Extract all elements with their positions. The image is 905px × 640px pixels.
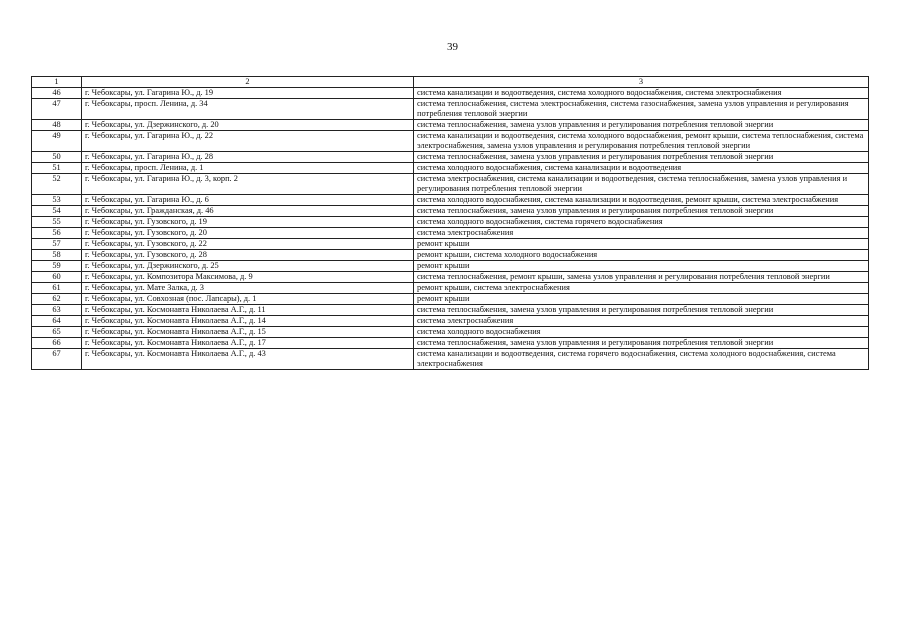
table-row xyxy=(32,217,869,228)
row-works: система канализации и водоотведения, система холодного водоснабжения, ремонт крыши, система теплоснабжения, система электроснабжения, замена узлов управления и регулирования потребления тепловой энергии xyxy=(414,131,869,152)
row-works: система холодного водоснабжения, система канализации и водоотведения xyxy=(414,163,869,174)
row-number: 46 xyxy=(32,88,82,99)
row-works: система электроснабжения, система канализации и водоотведения, система теплоснабжения, замена узлов управления и регулирования потребления тепловой энергии xyxy=(414,174,869,195)
table-row xyxy=(32,316,869,327)
row-works: ремонт крыши, система электроснабжения xyxy=(414,283,869,294)
row-works: ремонт крыши xyxy=(414,294,869,305)
row-works: система электроснабжения xyxy=(414,228,869,239)
table-row xyxy=(32,228,869,239)
row-address: г. Чебоксары, ул. Гузовского, д. 20 xyxy=(82,228,414,239)
row-number: 51 xyxy=(32,163,82,174)
row-address: г. Чебоксары, ул. Космонавта Николаева А.Г., д. 43 xyxy=(82,349,414,370)
table-row xyxy=(32,163,869,174)
table-row xyxy=(32,131,869,152)
row-works: система теплоснабжения, замена узлов управления и регулирования потребления тепловой энергии xyxy=(414,152,869,163)
header-cell-works: 3 xyxy=(414,77,869,88)
row-address: г. Чебоксары, ул. Дзержинского, д. 20 xyxy=(82,120,414,131)
row-number: 64 xyxy=(32,316,82,327)
row-address: г. Чебоксары, ул. Мате Залка, д. 3 xyxy=(82,283,414,294)
row-works: система теплоснабжения, замена узлов управления и регулирования потребления тепловой энергии xyxy=(414,206,869,217)
row-works: система канализации и водоотведения, система холодного водоснабжения, система электроснабжения xyxy=(414,88,869,99)
row-number: 52 xyxy=(32,174,82,195)
row-address: г. Чебоксары, ул. Совхозная (пос. Лапсары), д. 1 xyxy=(82,294,414,305)
table-body xyxy=(32,88,869,370)
table-row xyxy=(32,261,869,272)
header-cell-address: 2 xyxy=(82,77,414,88)
row-address: г. Чебоксары, ул. Гузовского, д. 22 xyxy=(82,239,414,250)
row-number: 54 xyxy=(32,206,82,217)
row-works: система холодного водоснабжения xyxy=(414,327,869,338)
row-number: 67 xyxy=(32,349,82,370)
row-number: 47 xyxy=(32,99,82,120)
row-address: г. Чебоксары, ул. Космонавта Николаева А.Г., д. 11 xyxy=(82,305,414,316)
table-row xyxy=(32,349,869,370)
row-address: г. Чебоксары, ул. Гагарина Ю., д. 3, корп. 2 xyxy=(82,174,414,195)
row-number: 49 xyxy=(32,131,82,152)
row-number: 48 xyxy=(32,120,82,131)
row-works: ремонт крыши xyxy=(414,261,869,272)
row-address: г. Чебоксары, ул. Гузовского, д. 28 xyxy=(82,250,414,261)
table-row xyxy=(32,88,869,99)
row-address: г. Чебоксары, просп. Ленина, д. 34 xyxy=(82,99,414,120)
table-row xyxy=(32,338,869,349)
table-row xyxy=(32,272,869,283)
row-address: г. Чебоксары, ул. Космонавта Николаева А.Г., д. 15 xyxy=(82,327,414,338)
row-works: система теплоснабжения, замена узлов управления и регулирования потребления тепловой энергии xyxy=(414,305,869,316)
table-row xyxy=(32,250,869,261)
row-number: 56 xyxy=(32,228,82,239)
row-works: система теплоснабжения, замена узлов управления и регулирования потребления тепловой энергии xyxy=(414,120,869,131)
row-number: 62 xyxy=(32,294,82,305)
table-row xyxy=(32,305,869,316)
row-address: г. Чебоксары, ул. Гагарина Ю., д. 6 xyxy=(82,195,414,206)
row-number: 50 xyxy=(32,152,82,163)
row-number: 66 xyxy=(32,338,82,349)
page-number: 39 xyxy=(447,41,458,53)
header-row xyxy=(32,77,869,88)
header-cell-number: 1 xyxy=(32,77,82,88)
row-address: г. Чебоксары, ул. Гагарина Ю., д. 22 xyxy=(82,131,414,152)
table-row xyxy=(32,283,869,294)
row-number: 57 xyxy=(32,239,82,250)
row-works: ремонт крыши xyxy=(414,239,869,250)
row-address: г. Чебоксары, ул. Дзержинского, д. 25 xyxy=(82,261,414,272)
row-works: система теплоснабжения, система электроснабжения, система газоснабжения, замена узлов управления и регулирования потребления тепловой энергии xyxy=(414,99,869,120)
row-number: 63 xyxy=(32,305,82,316)
address-works-table xyxy=(31,76,869,370)
row-works: система теплоснабжения, ремонт крыши, замена узлов управления и регулирования потребления тепловой энергии xyxy=(414,272,869,283)
table-row xyxy=(32,174,869,195)
row-address: г. Чебоксары, просп. Ленина, д. 1 xyxy=(82,163,414,174)
row-number: 61 xyxy=(32,283,82,294)
row-number: 65 xyxy=(32,327,82,338)
table-row xyxy=(32,327,869,338)
row-address: г. Чебоксары, ул. Гражданская, д. 46 xyxy=(82,206,414,217)
table-row xyxy=(32,239,869,250)
row-address: г. Чебоксары, ул. Космонавта Николаева А.Г., д. 17 xyxy=(82,338,414,349)
row-address: г. Чебоксары, ул. Гагарина Ю., д. 28 xyxy=(82,152,414,163)
row-number: 58 xyxy=(32,250,82,261)
row-works: система холодного водоснабжения, система канализации и водоотведения, ремонт крыши, система электроснабжения xyxy=(414,195,869,206)
row-number: 53 xyxy=(32,195,82,206)
table-row xyxy=(32,206,869,217)
table-row xyxy=(32,120,869,131)
row-address: г. Чебоксары, ул. Композитора Максимова, д. 9 xyxy=(82,272,414,283)
row-address: г. Чебоксары, ул. Космонавта Николаева А.Г., д. 14 xyxy=(82,316,414,327)
row-works: система канализации и водоотведения, система горячего водоснабжения, система холодного водоснабжения, система электроснабжения xyxy=(414,349,869,370)
row-address: г. Чебоксары, ул. Гузовского, д. 19 xyxy=(82,217,414,228)
row-works: ремонт крыши, система холодного водоснабжения xyxy=(414,250,869,261)
table-row xyxy=(32,152,869,163)
row-works: система электроснабжения xyxy=(414,316,869,327)
row-number: 59 xyxy=(32,261,82,272)
table-row xyxy=(32,99,869,120)
row-address: г. Чебоксары, ул. Гагарина Ю., д. 19 xyxy=(82,88,414,99)
row-works: система теплоснабжения, замена узлов управления и регулирования потребления тепловой энергии xyxy=(414,338,869,349)
row-works: система холодного водоснабжения, система горячего водоснабжения xyxy=(414,217,869,228)
row-number: 55 xyxy=(32,217,82,228)
table-header xyxy=(32,77,869,88)
row-number: 60 xyxy=(32,272,82,283)
table-row xyxy=(32,195,869,206)
table-row xyxy=(32,294,869,305)
